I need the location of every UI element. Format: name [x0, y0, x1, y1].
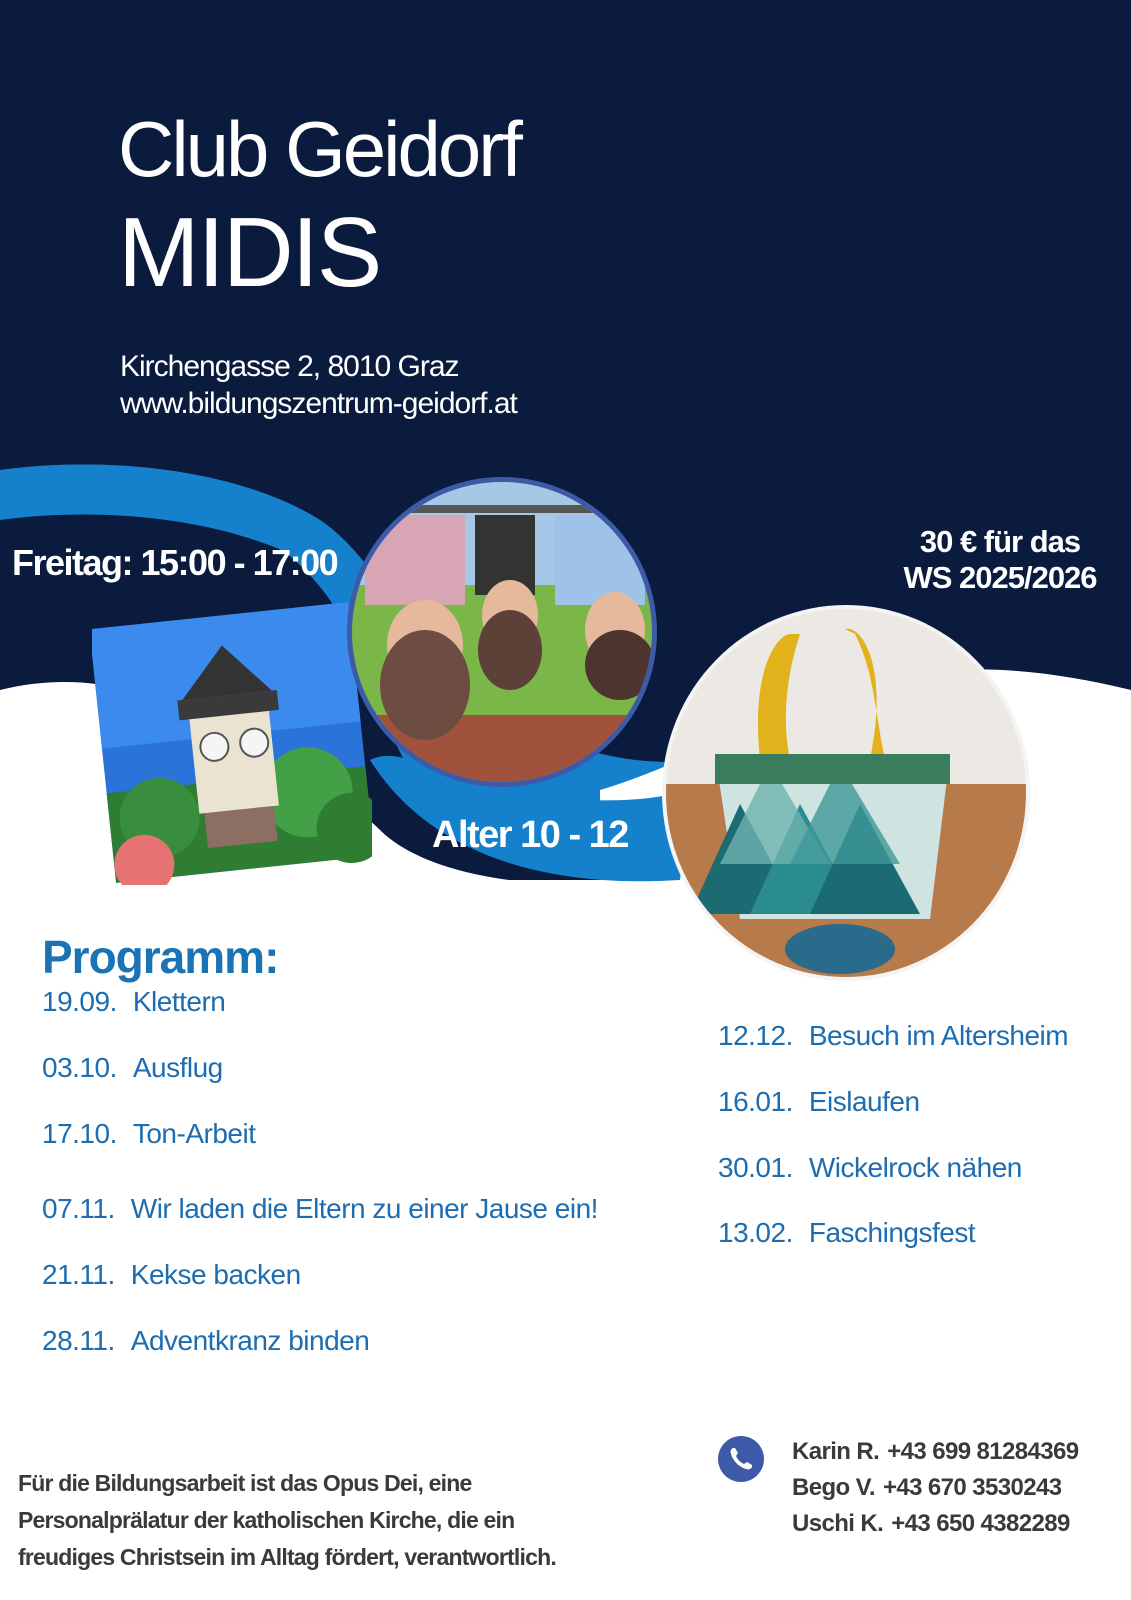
contact-name: Bego V.: [792, 1474, 875, 1501]
program-item: [42, 1259, 301, 1291]
program-item: [42, 1118, 255, 1150]
program-event: Ausflug: [132, 1052, 223, 1083]
program-item: [42, 1193, 598, 1225]
contact-phone[interactable]: +43 650 4382289: [891, 1510, 1070, 1537]
group-title: MIDIS: [118, 197, 381, 307]
contact-phone[interactable]: +43 699 81284369: [887, 1438, 1079, 1465]
program-item: [42, 986, 225, 1018]
footer-line: Personalprälatur der katholischen Kirche, die ein: [18, 1507, 515, 1533]
bag-photo: [660, 604, 1032, 982]
program-date: 17.10.: [42, 1118, 117, 1149]
program-event: Adventkranz binden: [130, 1325, 370, 1356]
program-item: [718, 1217, 975, 1249]
kids-hanging-photo: [345, 475, 660, 790]
footer-disclaimer: [18, 1465, 658, 1576]
program-date: 16.01.: [718, 1086, 793, 1117]
footer-line: Für die Bildungsarbeit ist das Opus Dei, eine: [18, 1470, 472, 1496]
program-event: Kekse backen: [130, 1259, 301, 1290]
website-link[interactable]: www.bildungszentrum-geidorf.at: [120, 387, 517, 420]
program-event: Wickelrock nähen: [808, 1152, 1022, 1183]
contact-name: Uschi K.: [792, 1510, 884, 1537]
program-date: 19.09.: [42, 986, 117, 1017]
footer-line: freudiges Christsein im Alltag fördert, verantwortlich.: [18, 1544, 556, 1570]
program-item: [42, 1325, 369, 1357]
phone-icon: [718, 1436, 764, 1482]
program-date: 21.11.: [42, 1259, 115, 1290]
clock-tower-photo: [92, 600, 372, 885]
program-date: 13.02.: [718, 1217, 793, 1248]
program-event: Faschingsfest: [808, 1217, 976, 1248]
program-event: Eislaufen: [808, 1086, 920, 1117]
contact-phone[interactable]: +43 670 3530243: [882, 1474, 1062, 1501]
contact-row: [792, 1474, 1061, 1502]
program-event: Klettern: [132, 986, 226, 1017]
program-item: [718, 1086, 920, 1118]
contact-row: [792, 1510, 1070, 1538]
program-date: 28.11.: [42, 1325, 115, 1356]
program-date: 07.11.: [42, 1193, 115, 1224]
address: Kirchengasse 2, 8010 Graz: [120, 350, 459, 383]
contact-row: [792, 1438, 1079, 1466]
program-event: Besuch im Altersheim: [808, 1020, 1069, 1051]
address-block: [120, 348, 517, 422]
program-date: 12.12.: [718, 1020, 793, 1051]
age-label: Alter 10 - 12: [432, 814, 628, 856]
price-line1: 30 € für das: [919, 524, 1081, 559]
contact-name: Karin R.: [792, 1438, 880, 1465]
program-title: Programm:: [42, 931, 279, 983]
program-event: Ton-Arbeit: [132, 1118, 256, 1149]
schedule-time: Freitag: 15:00 - 17:00: [12, 542, 338, 583]
program-item: [718, 1020, 1068, 1052]
price-block: [880, 524, 1120, 596]
price-line2: WS 2025/2026: [903, 560, 1097, 595]
program-event: Wir laden die Eltern zu einer Jause ein!: [130, 1193, 598, 1224]
club-title: Club Geidorf: [118, 105, 520, 193]
program-date: 30.01.: [718, 1152, 793, 1183]
program-item: [718, 1152, 1022, 1184]
program-date: 03.10.: [42, 1052, 117, 1083]
program-item: [42, 1052, 223, 1084]
